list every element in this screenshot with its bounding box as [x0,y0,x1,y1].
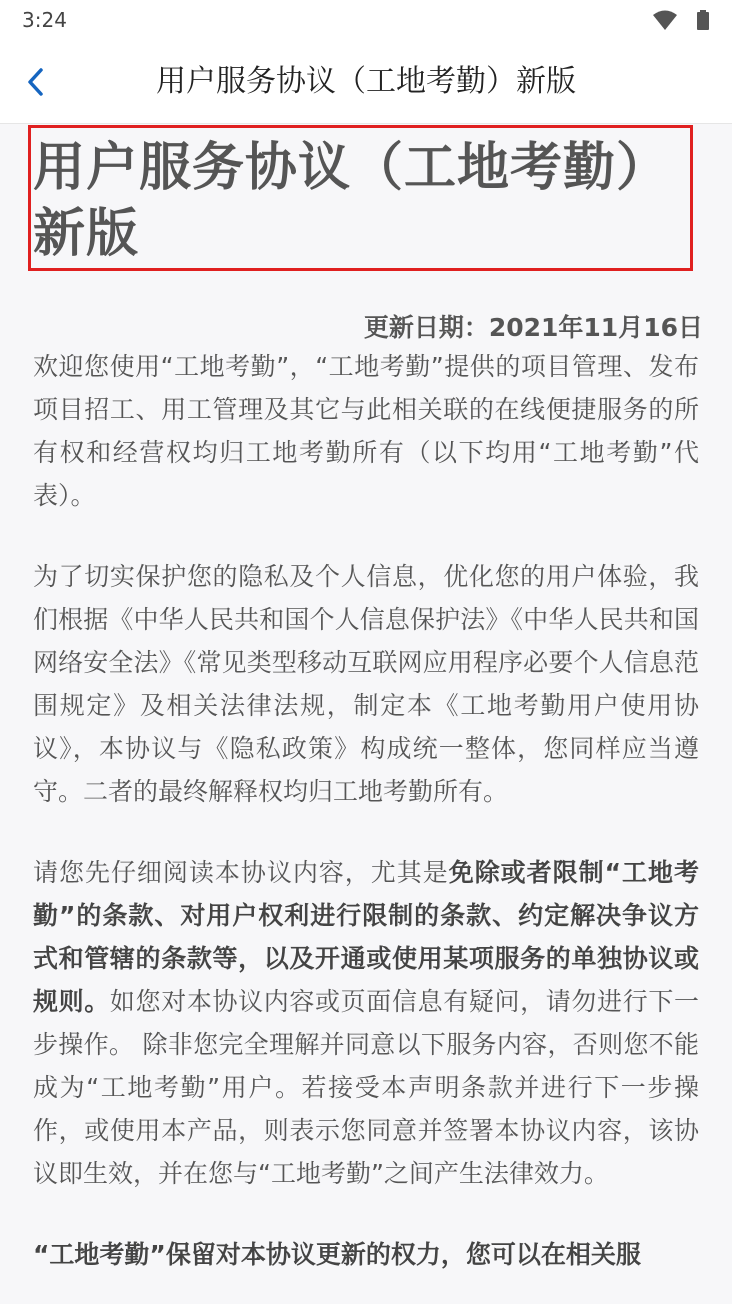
paragraph-read-rest: 如您对本协议内容或页面信息有疑问，请勿进行下一步操作。 除非您完全理解并同意以下服务内容，否则您不能成为“工地考勤”用户。若接受本声明条款并进行下一步操作，或使用本产品，则表示您同意并签署本协议内容，该协议即生效，并在您与“工地考勤”之间产生法律效力。 [33,987,699,1188]
wifi-icon [652,9,678,31]
paragraph-privacy: 为了切实保护您的隐私及个人信息，优化您的用户体验，我们根据《中华人民共和国个人信息保护法》《中华人民共和国网络安全法》《常见类型移动互联网应用程序必要个人信息范围规定》及相关法律法规，制定本《工地考勤用户使用协议》，本协议与《隐私政策》构成统一整体，您同样应当遵守。二者的最终解释权均归工地考勤所有。 [33,562,699,806]
paragraph-read-carefully [33,851,699,1195]
paragraph-update-bold: “工地考勤”保留对本协议更新的权力，您可以在相关服 [33,1240,641,1269]
paragraph-update-rights [33,1233,699,1276]
paragraph-read-intro: 请您先仔细阅读本协议内容，尤其是 [33,858,449,887]
battery-icon [696,10,710,30]
document-content[interactable] [0,125,732,1304]
back-button[interactable] [18,60,54,104]
update-date: 更新日期：2021年11月16日 [363,313,703,342]
app-bar-title: 用户服务协议（工地考勤）新版 [156,64,576,99]
status-bar [0,0,732,40]
status-time: 3:24 [22,8,67,32]
document-title: 用户服务协议（工地考勤）新版 [33,138,670,264]
paragraph-intro: 欢迎您使用“工地考勤”，“工地考勤”提供的项目管理、发布项目招工、用工管理及其它与此相关联的在线便捷服务的所有权和经营权均归工地考勤所有（以下均用“工地考勤”代表）。 [33,352,699,510]
chevron-left-icon [26,67,46,97]
paragraph-read-bold: 免除或者限制“工地考勤”的条款、对用户权利进行限制的条款、约定解决争议方式和管辖的条款等，以及开通或使用某项服务的单独协议或规则。 [33,858,699,1016]
app-bar [0,40,732,124]
